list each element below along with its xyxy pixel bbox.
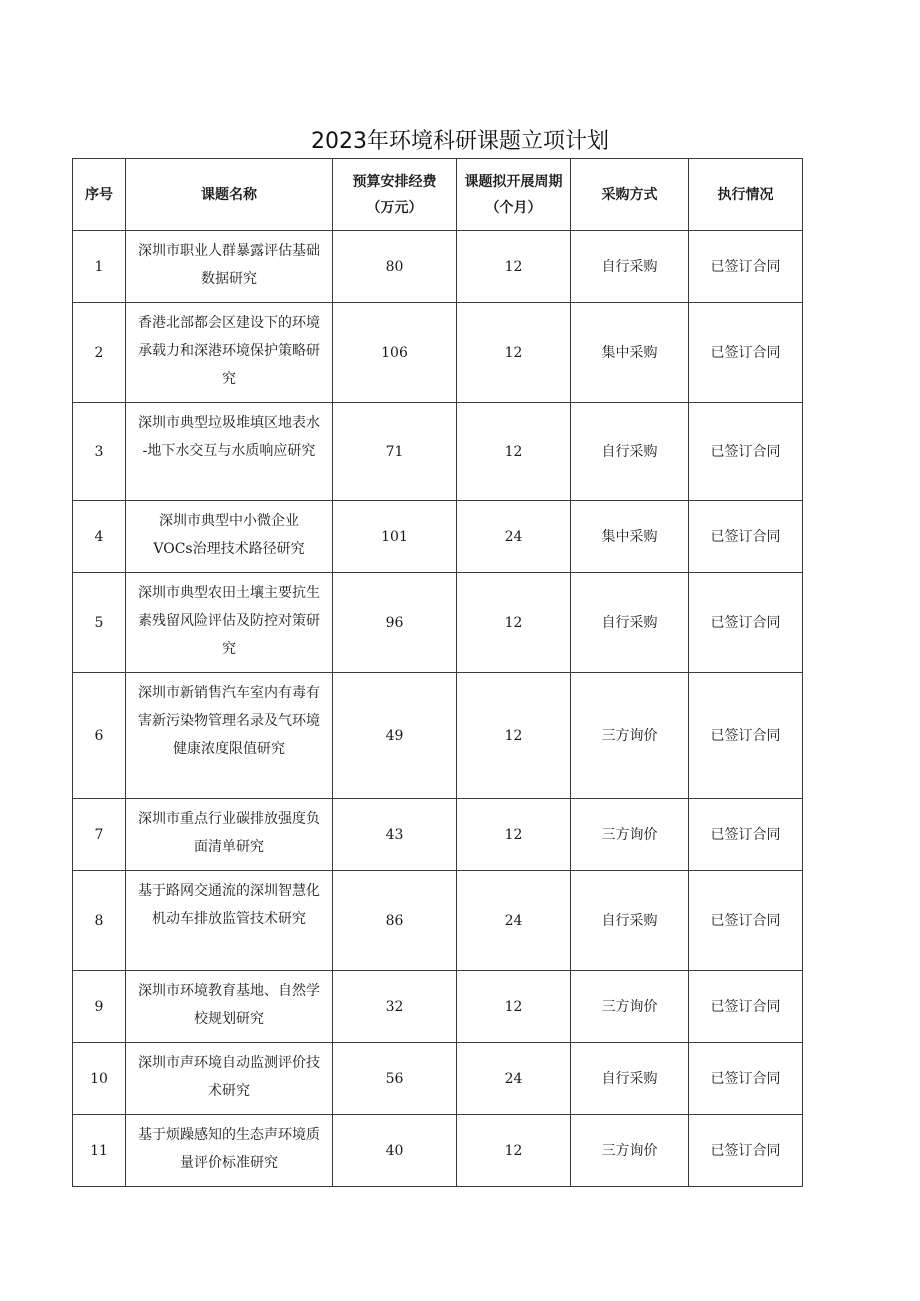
cell-method: 自行采购 xyxy=(571,1043,689,1115)
cell-status: 已签订合同 xyxy=(689,501,803,573)
table-header-row xyxy=(73,159,803,231)
cell-no: 9 xyxy=(73,971,126,1043)
cell-status: 已签订合同 xyxy=(689,1043,803,1115)
header-budget xyxy=(333,159,457,231)
cell-status: 已签订合同 xyxy=(689,673,803,799)
header-name: 课题名称 xyxy=(126,159,333,231)
header-period-line1: 课题拟开展周期 xyxy=(464,173,563,190)
cell-no: 10 xyxy=(73,1043,126,1115)
cell-budget: 56 xyxy=(333,1043,457,1115)
cell-name: 深圳市典型垃圾堆填区地表水 -地下水交互与水质响应研究 xyxy=(126,403,333,501)
table-row xyxy=(73,673,803,799)
cell-budget: 96 xyxy=(333,573,457,673)
cell-method: 三方询价 xyxy=(571,971,689,1043)
cell-name: 深圳市职业人群暴露评估基础 数据研究 xyxy=(126,231,333,303)
cell-name: 深圳市典型农田土壤主要抗生 素残留风险评估及防控对策研 究 xyxy=(126,573,333,673)
table-row xyxy=(73,231,803,303)
cell-name: 香港北部都会区建设下的环境 承载力和深港环境保护策略研 究 xyxy=(126,303,333,403)
cell-status: 已签订合同 xyxy=(689,303,803,403)
cell-period: 12 xyxy=(457,799,571,871)
header-no: 序号 xyxy=(73,159,126,231)
cell-period: 12 xyxy=(457,971,571,1043)
cell-method: 自行采购 xyxy=(571,573,689,673)
cell-no: 2 xyxy=(73,303,126,403)
project-plan-table xyxy=(72,158,803,1187)
cell-name: 深圳市声环境自动监测评价技 术研究 xyxy=(126,1043,333,1115)
table-row xyxy=(73,403,803,501)
cell-period: 12 xyxy=(457,573,571,673)
cell-method: 三方询价 xyxy=(571,1115,689,1187)
cell-no: 1 xyxy=(73,231,126,303)
cell-method: 自行采购 xyxy=(571,231,689,303)
cell-no: 4 xyxy=(73,501,126,573)
cell-method: 三方询价 xyxy=(571,799,689,871)
cell-period: 12 xyxy=(457,403,571,501)
table-row xyxy=(73,1115,803,1187)
cell-no: 8 xyxy=(73,871,126,971)
cell-method: 自行采购 xyxy=(571,403,689,501)
table-row xyxy=(73,303,803,403)
cell-status: 已签订合同 xyxy=(689,1115,803,1187)
cell-budget: 71 xyxy=(333,403,457,501)
cell-period: 24 xyxy=(457,501,571,573)
cell-no: 5 xyxy=(73,573,126,673)
cell-name: 深圳市环境教育基地、自然学 校规划研究 xyxy=(126,971,333,1043)
header-method: 采购方式 xyxy=(571,159,689,231)
cell-name: 基于路网交通流的深圳智慧化 机动车排放监管技术研究 xyxy=(126,871,333,971)
table-row xyxy=(73,573,803,673)
cell-method: 三方询价 xyxy=(571,673,689,799)
cell-period: 24 xyxy=(457,1043,571,1115)
cell-status: 已签订合同 xyxy=(689,231,803,303)
cell-method: 自行采购 xyxy=(571,871,689,971)
cell-no: 6 xyxy=(73,673,126,799)
cell-period: 12 xyxy=(457,1115,571,1187)
cell-budget: 106 xyxy=(333,303,457,403)
table-row xyxy=(73,1043,803,1115)
table-row xyxy=(73,799,803,871)
cell-budget: 86 xyxy=(333,871,457,971)
table-row xyxy=(73,871,803,971)
cell-name: 深圳市重点行业碳排放强度负 面清单研究 xyxy=(126,799,333,871)
cell-period: 12 xyxy=(457,231,571,303)
cell-period: 24 xyxy=(457,871,571,971)
cell-budget: 80 xyxy=(333,231,457,303)
header-budget-line1: 预算安排经费 xyxy=(352,173,437,190)
cell-status: 已签订合同 xyxy=(689,871,803,971)
cell-status: 已签订合同 xyxy=(689,573,803,673)
cell-status: 已签订合同 xyxy=(689,403,803,501)
cell-name: 深圳市新销售汽车室内有毒有 害新污染物管理名录及气环境 健康浓度限值研究 xyxy=(126,673,333,799)
cell-period: 12 xyxy=(457,303,571,403)
cell-no: 3 xyxy=(73,403,126,501)
table-row xyxy=(73,971,803,1043)
table-row xyxy=(73,501,803,573)
header-budget-line2: （万元） xyxy=(366,199,423,216)
header-period-line2: （个月） xyxy=(485,199,542,216)
cell-name: 深圳市典型中小微企业 VOCs治理技术路径研究 xyxy=(126,501,333,573)
header-status: 执行情况 xyxy=(689,159,803,231)
cell-status: 已签订合同 xyxy=(689,799,803,871)
cell-budget: 101 xyxy=(333,501,457,573)
cell-budget: 49 xyxy=(333,673,457,799)
cell-budget: 43 xyxy=(333,799,457,871)
cell-status: 已签订合同 xyxy=(689,971,803,1043)
cell-name: 基于烦躁感知的生态声环境质 量评价标准研究 xyxy=(126,1115,333,1187)
page-title: 2023年环境科研课题立项计划 xyxy=(311,129,609,154)
header-period xyxy=(457,159,571,231)
cell-budget: 32 xyxy=(333,971,457,1043)
cell-budget: 40 xyxy=(333,1115,457,1187)
cell-method: 集中采购 xyxy=(571,303,689,403)
cell-method: 集中采购 xyxy=(571,501,689,573)
cell-no: 11 xyxy=(73,1115,126,1187)
cell-period: 12 xyxy=(457,673,571,799)
cell-no: 7 xyxy=(73,799,126,871)
